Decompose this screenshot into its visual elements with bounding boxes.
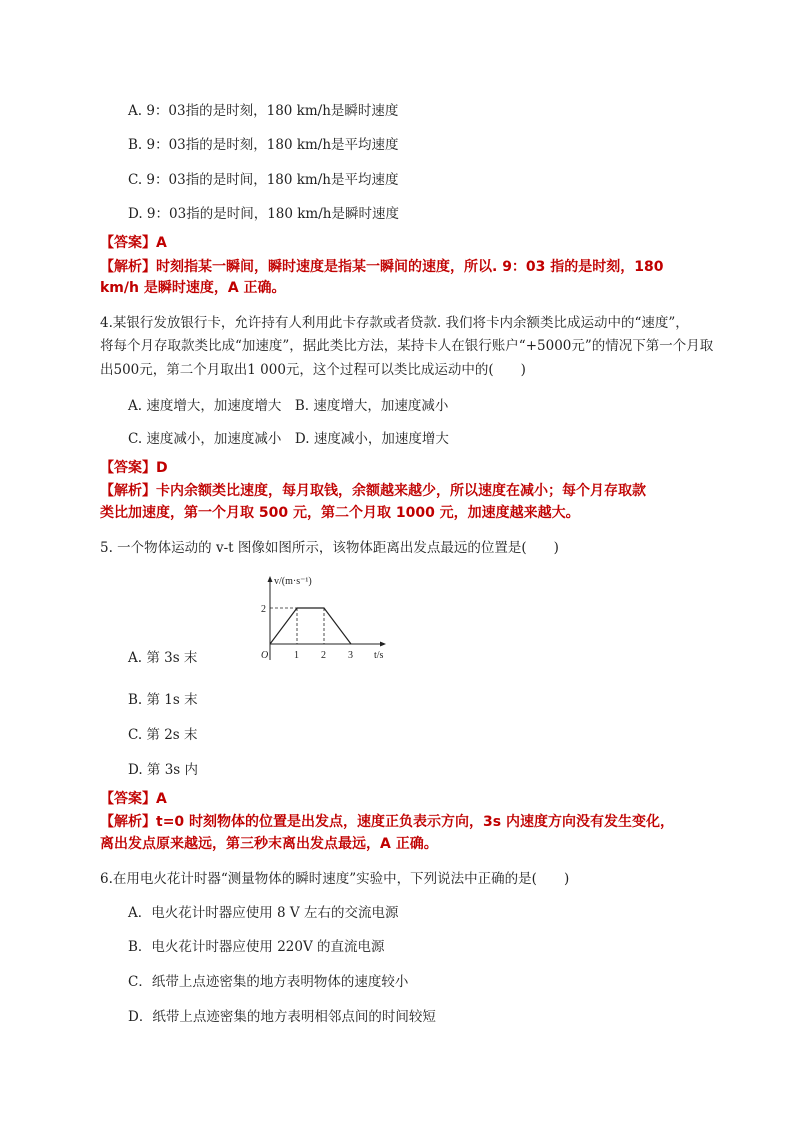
q4-options-row1: A. 速度增大，加速度增大 B. 速度增大，加速度减小 bbox=[128, 398, 449, 414]
q6-option-a: A．电火花计时器应使用 8 V 左右的交流电源 bbox=[128, 905, 399, 921]
x-tick-1: 1 bbox=[294, 650, 299, 661]
q3-option-b: B. 9：03指的是时刻，180 km/h是平均速度 bbox=[128, 137, 399, 153]
q3-analysis-line1: 【解析】时刻指某一瞬间，瞬时速度是指某一瞬间的速度，所以. 9：03 指的是时刻，180 bbox=[100, 259, 664, 275]
vt-graph bbox=[258, 572, 398, 667]
q4-stem-line3: 出500元，第二个月取出1 000元，这个过程可以类比成运动中的( ) bbox=[100, 362, 526, 378]
q5-answer: 【答案】A bbox=[100, 791, 167, 807]
q6-option-d: D．纸带上点迹密集的地方表明相邻点间的时间较短 bbox=[128, 1009, 436, 1025]
q5-analysis-line1: 【解析】t=0 时刻物体的位置是出发点，速度正负表示方向，3s 内速度方向没有发生变化， bbox=[100, 814, 674, 830]
q4-answer: 【答案】D bbox=[100, 460, 168, 476]
q5-option-c: C. 第 2s 末 bbox=[128, 727, 198, 743]
x-axis-label: t/s bbox=[374, 650, 384, 661]
q3-answer: 【答案】A bbox=[100, 235, 167, 251]
q3-option-d: D. 9：03指的是时间，180 km/h是瞬时速度 bbox=[128, 206, 399, 222]
q4-analysis-line1: 【解析】卡内余额类比速度，每月取钱，余额越来越少，所以速度在减小；每个月存取款 bbox=[100, 483, 646, 499]
x-tick-3: 3 bbox=[348, 650, 353, 661]
x-axis-arrow bbox=[380, 642, 386, 647]
velocity-line bbox=[270, 608, 351, 644]
q3-option-a: A. 9：03指的是时刻，180 km/h是瞬时速度 bbox=[128, 103, 399, 119]
origin-label: O bbox=[261, 650, 269, 661]
q5-option-b: B. 第 1s 末 bbox=[128, 692, 198, 708]
q3-analysis-line2: km/h 是瞬时速度，A 正确。 bbox=[100, 280, 286, 296]
q5-option-a: A. 第 3s 末 bbox=[128, 650, 198, 666]
q4-stem-line1: 4.某银行发放银行卡，允许持有人利用此卡存款或者贷款. 我们将卡内余额类比成运动中的“速度”， bbox=[100, 315, 689, 331]
q5-option-d: D. 第 3s 内 bbox=[128, 762, 199, 778]
q5-stem: 5. 一个物体运动的 v-t 图像如图所示，该物体距离出发点最远的位置是( ) bbox=[100, 540, 559, 556]
y-axis-label: v/(m·s⁻¹) bbox=[274, 576, 312, 587]
q6-stem: 6.在用电火花计时器“测量物体的瞬时速度”实验中，下列说法中正确的是( ) bbox=[100, 871, 570, 887]
q3-option-c: C. 9：03指的是时间，180 km/h是平均速度 bbox=[128, 172, 399, 188]
x-tick-2: 2 bbox=[321, 650, 326, 661]
q5-analysis-line2: 离出发点原来越远，第三秒末离出发点最远，A 正确。 bbox=[100, 836, 438, 852]
q4-analysis-line2: 类比加速度，第一个月取 500 元，第二个月取 1000 元，加速度越来越大。 bbox=[100, 505, 580, 521]
q6-option-b: B．电火花计时器应使用 220V 的直流电源 bbox=[128, 939, 385, 955]
q6-option-c: C．纸带上点迹密集的地方表明物体的速度较小 bbox=[128, 974, 409, 990]
y-axis-arrow bbox=[268, 576, 273, 582]
y-tick-2: 2 bbox=[261, 604, 266, 615]
q4-options-row2: C. 速度减小，加速度减小 D. 速度减小，加速度增大 bbox=[128, 431, 449, 447]
q4-stem-line2: 将每个月存取款类比成“加速度”，据此类比方法，某持卡人在银行账户“+5000元”的情况下第一个月取 bbox=[100, 338, 714, 354]
